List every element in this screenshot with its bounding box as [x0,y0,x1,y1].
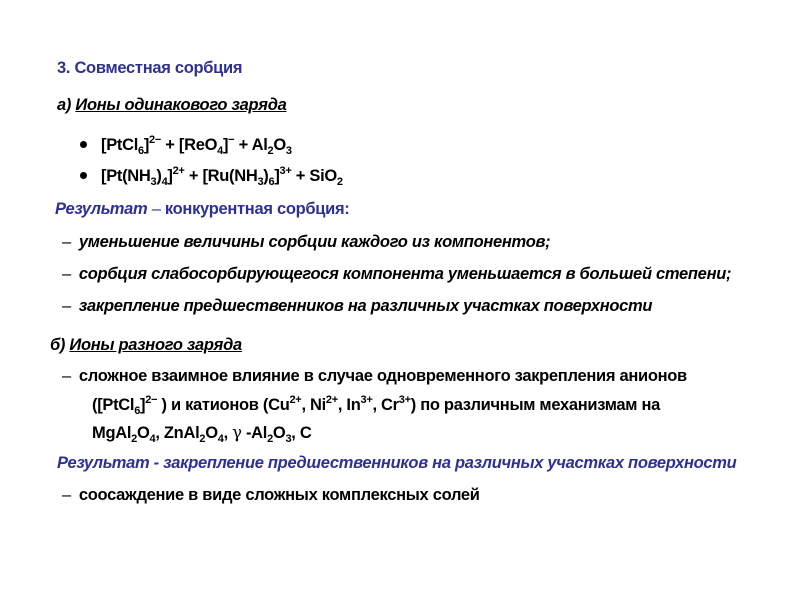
section-title: 3. Совместная сорбция [57,59,243,77]
result-separator: – [151,200,161,218]
part-a-label: Ионы одинакового заряда [75,96,287,114]
part-a-heading [57,96,286,115]
bullet-icon [80,172,87,179]
part-b-line-3: $MgAl_2O_4$, $ZnAl_2O_4$, γ $-Al_2O_3$, C [92,423,312,445]
result-text: конкурентная сорбция: [164,200,350,218]
part-a-prefix: а) [57,96,72,114]
part-b-line-1: – сложное взаимное влияние в случае одновременного закрепления анионов [62,367,687,385]
part-b-label: Ионы разного заряда [69,336,242,354]
part-b-result [57,454,736,473]
part-b-prefix: б) [50,336,66,354]
result-label: Результат [55,200,148,218]
list-item: $[Pt(NH_3)_4]^{2+} + [Ru(NH_3)_6]^{3+} + SiO_2$ [80,167,343,186]
part-b-line-2: ([PtCl$_6$]$^{2-}$ ) и катионов ($Cu^{2+}$, $Ni^{2+}$, $In^{3+}$, $Cr^{3+}$) по различным механизмам на [92,394,661,417]
bullet-icon [80,141,87,148]
conclusion-item: – закрепление предшественников на различных участках поверхности [62,297,653,315]
list-item: [PtCl$_6$]$^{2-}$ + $[ReO_4]^- + Al_2O_3$ [80,136,292,155]
conclusion-item: – сорбция слабосорбирующегося компонента уменьшается в большей степени; [62,265,732,283]
part-b-heading [50,336,242,355]
part-b-conclusion: – соосаждение в виде сложных комплексных солей [62,486,480,504]
gamma-symbol: γ [232,423,242,442]
result-label: Результат - закрепление предшественников на различных участках поверхности [57,454,737,472]
part-a-result [55,200,350,219]
conclusion-item: – уменьшение величины сорбции каждого из компонентов; [62,233,551,251]
